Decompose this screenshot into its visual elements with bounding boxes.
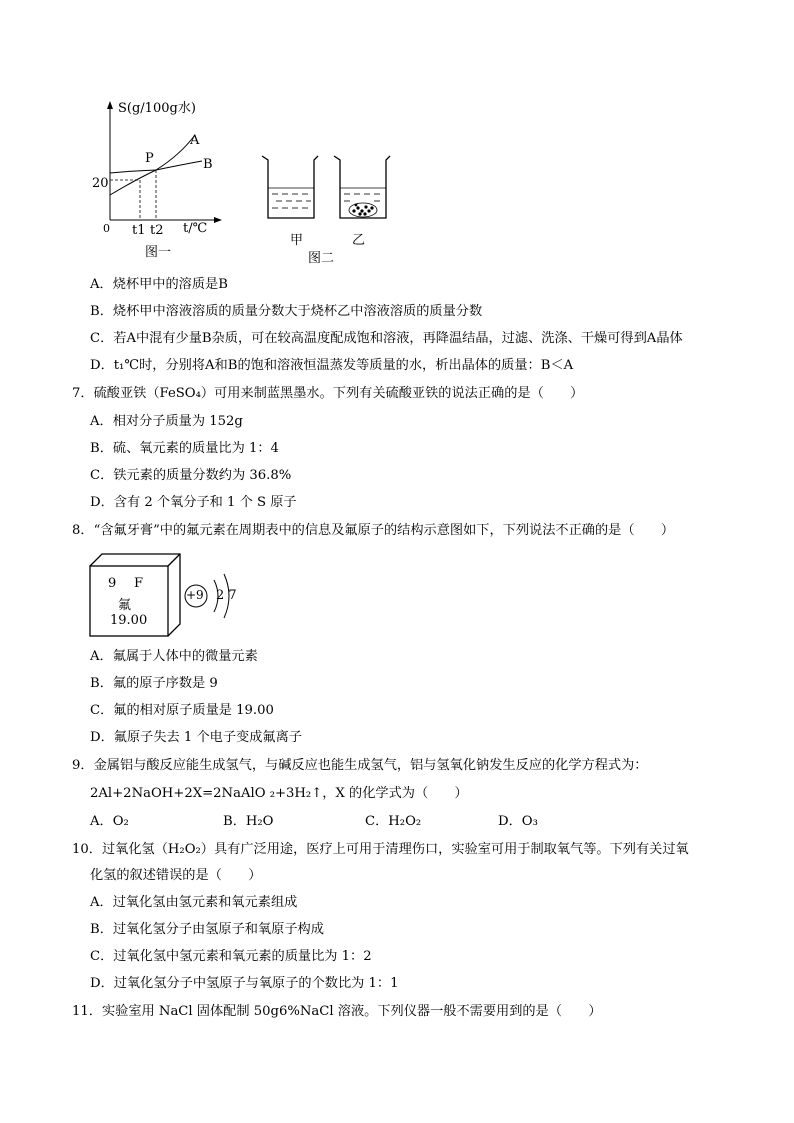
q6-option-b: B．烧杯甲中溶液溶质的质量分数大于烧杯乙中溶液溶质的质量分数: [90, 304, 483, 319]
curve-b-label: B: [203, 157, 213, 172]
q6-option-c: C．若A中混有少量B杂质，可在较高温度配成饱和溶液，再降温结晶，过滤、洗涤、干燥可得到A晶体: [90, 331, 683, 346]
q10-option-d: D．过氧化氢分子中氢原子与氧原子的个数比为 1：1: [90, 976, 399, 991]
element-name: 氟: [118, 598, 132, 613]
curve-a-label: A: [190, 133, 200, 148]
q8-option-a: A．氟属于人体中的微量元素: [90, 649, 258, 664]
element-symbol: F: [134, 576, 144, 591]
element-number: 9: [108, 576, 117, 591]
figure2-caption: 图二: [308, 251, 335, 266]
beaker-jia-label: 甲: [290, 233, 304, 248]
y-tick-20: 20: [92, 176, 109, 191]
q7-option-c: C．铁元素的质量分数约为 36.8%: [90, 468, 292, 483]
q8-option-b: B．氟的原子序数是 9: [90, 676, 218, 691]
origin-label: 0: [103, 222, 110, 235]
x-tick-t1: t1: [132, 223, 146, 238]
q8-stem: 8．“含氟牙膏”中的氟元素在周期表中的信息及氟原子的结构示意图如下，下列说法不正确的是（ ）: [72, 523, 675, 538]
q10-option-a: A．过氧化氢由氢元素和氧元素组成: [90, 895, 298, 910]
beakers-figure: [256, 150, 396, 230]
q6-option-a: A．烧杯甲中的溶质是B: [90, 277, 228, 292]
y-axis-label: S(g/100g水): [118, 101, 196, 116]
q9-option-c: C．H₂O₂: [365, 814, 422, 829]
point-p-label: P: [145, 151, 154, 166]
atom-nucleus-label: +9: [186, 588, 204, 602]
q9-option-b: B．H₂O: [223, 814, 274, 829]
q7-option-b: B．硫、氧元素的质量比为 1：4: [90, 441, 279, 456]
q8-option-d: D．氟原子失去 1 个电子变成氟离子: [90, 730, 302, 745]
q7-option-a: A．相对分子质量为 152g: [90, 414, 243, 429]
q11-stem: 11．实验室用 NaCl 固体配制 50g6%NaCl 溶液。下列仪器一般不需要用到的是（ ）: [72, 1004, 602, 1019]
q10-option-b: B．过氧化氢分子由氢原子和氧原子构成: [90, 922, 324, 937]
beaker-yi: [334, 156, 390, 218]
q10-stem-line2: 化氢的叙述错误的是（ ）: [90, 868, 262, 883]
q9-stem: 9．金属铝与酸反应能生成氢气，与碱反应也能生成氢气，铝与氢氧化钠发生反应的化学方程式为：: [72, 758, 648, 773]
x-tick-t2: t2: [150, 223, 164, 238]
q10-option-c: C．过氧化氢中氢元素和氧元素的质量比为 1：2: [90, 949, 372, 964]
q10-stem-line1: 10．过氧化氢（H₂O₂）具有广泛用途，医疗上可用于清理伤口，实验室可用于制取氧气等。下列有关过氧: [72, 842, 689, 857]
q9-option-d: D．O₃: [498, 814, 538, 829]
figure1-caption: 图一: [145, 245, 172, 260]
element-mass: 19.00: [110, 613, 148, 628]
q8-option-c: C．氟的相对原子质量是 19.00: [90, 703, 274, 718]
beaker-jia: [262, 156, 318, 218]
atom-shell-electrons: 2 7: [216, 588, 237, 603]
q7-stem: 7．硫酸亚铁（FeSO₄）可用来制蓝黑墨水。下列有关硫酸亚铁的说法正确的是（ ）: [72, 386, 584, 401]
q6-option-d: D．t₁℃时，分别将A和B的饱和溶液恒温蒸发等质量的水，析出晶体的质量：B＜A: [90, 358, 574, 373]
q9-option-a: A．O₂: [90, 814, 129, 829]
x-axis-label: t/℃: [183, 221, 208, 236]
q7-option-d: D．含有 2 个氧分子和 1 个 S 原子: [90, 495, 297, 510]
q9-equation: 2Al+2NaOH+2X=2NaAlO ₂+3H₂↑，X 的化学式为（ ）: [90, 786, 468, 801]
beaker-yi-label: 乙: [352, 233, 366, 248]
